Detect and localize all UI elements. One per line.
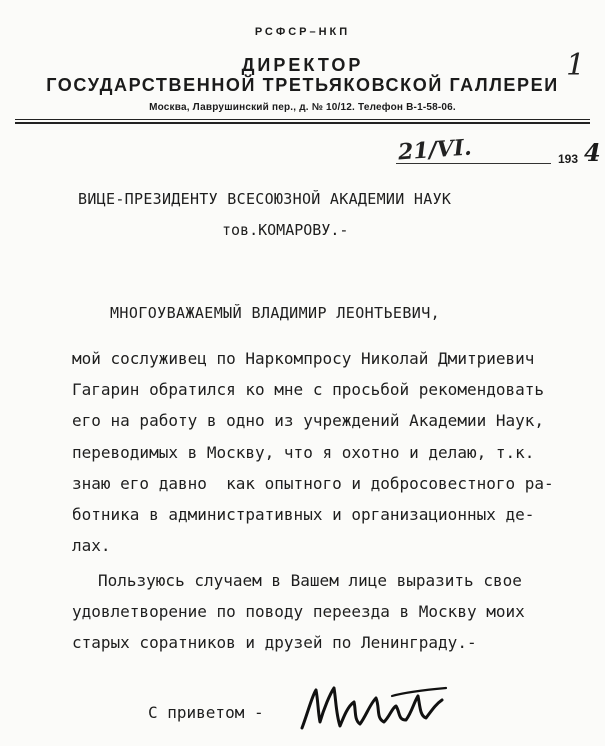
body-line: лах.: [72, 536, 111, 555]
margin-mark: 1: [566, 48, 586, 83]
body-line: Гагарин обратился ко мне с просьбой рекомендовать: [72, 380, 545, 399]
letterhead-org: РСФСР–НКП: [254, 26, 351, 38]
body-line: переводимых в Москву, что я охотно и делаю, т.к.: [72, 443, 535, 462]
body-line: ботника в административных и организационных де-: [72, 505, 535, 524]
addressee-line-2: тов.КОМАРОВУ.-: [222, 221, 349, 239]
body-line: Пользуюсь случаем в Вашем лице выразить свое: [98, 571, 522, 590]
body-line: мой сослуживец по Наркомпросу Николай Дмитриевич: [72, 349, 535, 368]
body-line: его на работу в одно из учреждений Академии Наук,: [72, 411, 545, 430]
letterhead-institution: ГОСУДАРСТВЕННОЙ ТРЕТЬЯКОВСКОЙ ГАЛЛЕРЕИ: [46, 75, 559, 95]
body-line: знаю его давно как опытного и добросовестного ра-: [72, 474, 554, 493]
letterhead-rule-thick: [15, 122, 590, 124]
date-line: [396, 163, 551, 164]
closing: С приветом -: [148, 703, 264, 722]
addressee-line-1: ВИЦЕ-ПРЕЗИДЕНТУ ВСЕСОЮЗНОЙ АКАДЕМИИ НАУК: [78, 190, 452, 208]
handwritten-signature: [296, 682, 456, 738]
letterhead-address: Москва, Лаврушинский пер., д. № 10/12. Телефон В-1-58-06.: [149, 102, 456, 113]
body-line: старых соратников и друзей по Ленинграду.-: [72, 633, 477, 652]
letterhead-title: ДИРЕКТОР: [241, 55, 364, 75]
year-prefix: 193: [558, 152, 579, 166]
letterhead-rule-thin: [15, 119, 590, 120]
year-digit-handwritten: 4: [584, 138, 601, 167]
body-line: удовлетворение по поводу переезда в Москву моих: [72, 602, 525, 621]
handwritten-date: 21/VI.: [397, 134, 473, 166]
salutation: МНОГОУВАЖАЕМЫЙ ВЛАДИМИР ЛЕОНТЬЕВИЧ,: [110, 304, 441, 322]
